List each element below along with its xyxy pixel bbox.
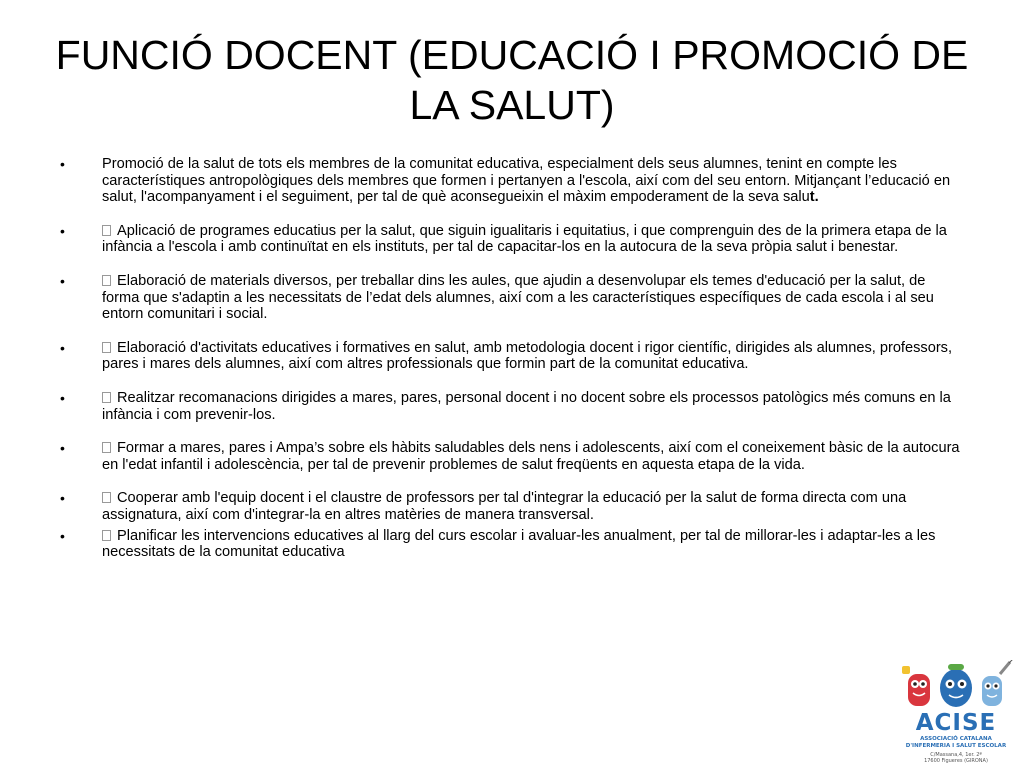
acise-mascots-icon — [896, 660, 1016, 712]
mascot-right-icon — [982, 660, 1013, 706]
logo-address-line2: 17600 Figueres (GIRONA) — [924, 758, 988, 764]
bullet-item-2 — [60, 223, 960, 256]
bullet-dot: • — [60, 272, 65, 289]
bullet-text: Formar a mares, pares i Ampa’s sobre els hàbits saludables dels nens i adolescents, així com el coneixement bàsic de la autocura en l'edat infantil i adolescència, per tal de prevenir problemes de salut freqüents en aquesta etapa de la vida. — [102, 440, 960, 473]
bullet-item-1 — [60, 156, 960, 206]
bullet-dot: • — [60, 156, 65, 172]
bullet-item-5 — [60, 390, 960, 423]
missing-glyph-icon — [102, 492, 111, 503]
bullet-text: Elaboració d'activitats educatives i formatives en salut, amb metodologia docent i rigor científic, dirigides als alumnes, professors, pares i mares dels alumnes, així com altres professionals que formin part de la comunitat educativa. — [102, 339, 953, 373]
missing-glyph-icon — [102, 225, 111, 236]
missing-glyph-icon — [102, 275, 111, 286]
bullet-text: Elaboració de materials diversos, per treballar dins les aules, que ajudin a desenvolupar els temes d'educació per la salut, de forma que s'adaptin a les necessitats de l’edat dels alumnes, així com a les característiques específiques de cada escola i al seu entorn comunitari i social. — [102, 272, 934, 323]
acise-logo — [896, 660, 1016, 766]
logo-name: ACISE — [915, 710, 997, 736]
bullet-dot: • — [60, 389, 65, 406]
bullet-text: Planificar les intervencions educatives al llarg del curs escolar i avaluar-les anualment, per tal de millorar-les i adaptar-les a les necessitats de la comunitat educativa — [102, 527, 936, 561]
logo-subtitle-line1: ASSOCIACIÓ CATALANA — [920, 736, 992, 742]
logo-subtitle-line2: D'INFERMERIA I SALUT ESCOLAR — [905, 742, 1007, 749]
missing-glyph-icon — [102, 342, 111, 353]
mascot-middle-icon — [940, 664, 972, 707]
bullet-list — [60, 156, 960, 578]
bullet-text-bold: t. — [809, 189, 819, 206]
bullet-dot: • — [60, 222, 65, 239]
mascot-left-icon — [902, 666, 930, 706]
logo-address-line1: C/Massana,4, 1er. 2ª — [930, 752, 982, 758]
bullet-item-6 — [60, 440, 960, 473]
bullet-dot: • — [60, 490, 65, 507]
bullet-text: Cooperar amb l'equip docent i el claustre de professors per tal d'integrar la educació per la salut de forma directa com una assignatura, així com d'integrar-la en altres matèries de manera transversal. — [102, 490, 907, 523]
bullet-dot: • — [60, 527, 65, 544]
bullet-text: Promoció de la salut de tots els membres de la comunitat educativa, especialment dels seus alumnes, tenint en compte les característiques antropològiques dels membres que formen i pertanyen a l'escola, així com del seu entorn. Mitjançant l’educació en salut, l'acompanyament i el seguiment, per tal de què aconsegueixin el màxim empoderament de la seva salu — [102, 156, 951, 206]
missing-glyph-icon — [102, 392, 111, 403]
bullet-dot: • — [60, 440, 65, 457]
missing-glyph-icon — [102, 442, 111, 453]
bullet-dot: • — [60, 339, 65, 356]
bullet-text: Realitzar recomanacions dirigides a mares, pares, personal docent i no docent sobre els processos patològics més comuns en la infància i com prevenir-los. — [102, 389, 951, 423]
bullet-item-8 — [60, 528, 960, 561]
logo-address — [896, 752, 1016, 764]
slide-title: FUNCIÓ DOCENT (EDUCACIÓ I PROMOCIÓ DE LA SALUT) — [55, 32, 969, 128]
missing-glyph-icon — [102, 530, 111, 541]
bullet-item-4 — [60, 340, 960, 373]
bullet-text: Aplicació de programes educatius per la salut, que siguin igualitaris i equitatius, i que comprenguin des de la primera etapa de la infància a l'escola i amb continuïtat en els instituts, per tal de capacitar-los en la autocura de la seva pròpia salut i benestar. — [102, 222, 947, 256]
bullet-item-3 — [60, 273, 960, 323]
bullet-item-7 — [60, 490, 960, 523]
logo-subtitle — [896, 736, 1016, 749]
